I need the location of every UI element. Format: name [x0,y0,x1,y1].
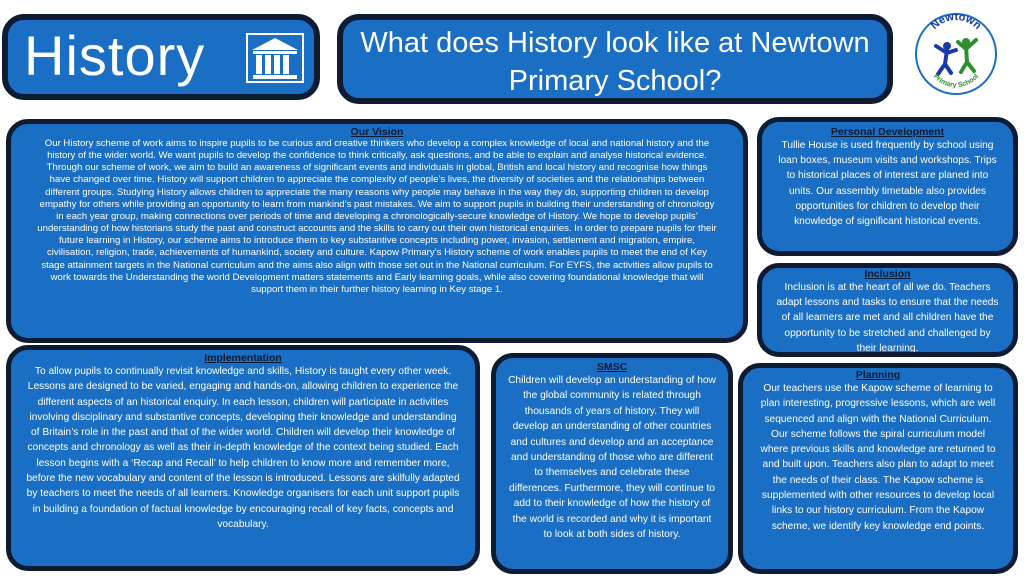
logo-bottom-text: Primary School [931,73,981,90]
subject-title: History [24,24,206,87]
smsc-panel [491,353,733,574]
logo-top-text: Newtown [928,12,984,32]
planning-text: Our teachers use the Kapow scheme of learning to plan interesting, progressive lessons, which are well sequenced and align with the National Curriculum. Our scheme follows the spiral curriculum model where previous skills and knowledge are returned to and built upon. Teachers also plan to adapt to meet the needs of their class. The Kapow scheme is supplemented with other resources to develop local links to our history curriculum. From the Kapow scheme, we identify key knowledge end points. [760,383,996,532]
smsc-text: Children will develop an understanding of how the global community is related through thousands of years of history. They will develop an understanding of other countries and cultures and develop and an acceptance and understanding of those who are different to themselves and celebrate these differences. Furthermore, they will continue to add to their knowledge of how the history of the world is recorded and why it is important to look at both sides of history. [508,375,716,541]
personal-development-panel [757,117,1018,256]
planning-panel [738,363,1018,574]
inclusion-heading: Inclusion [864,268,911,280]
vision-panel [6,119,748,343]
implementation-text: To allow pupils to continually revisit knowledge and skills, History is taught every other week. Lessons are designed to be varied, engaging and hands-on, allowing children to experience the different aspects of an historical enquiry. In each lesson, children will participate in activities involving disciplinary and substantive concepts, developing their knowledge and understanding of Britain’s role in the past and that of the wider world. Children will develop their knowledge of concepts and chronology as well as their in-depth knowledge of the context being studied. Each lesson begins with a ‘Recap and Recall’ to help children to know more and remember more, before the new vocabulary and content of the lesson is introduced. Lessons are skilfully adapted by teachers to meet the needs of all learners. Knowledge organisers for each unit support pupils in building a foundation of factual knowledge by encouraging recall of key facts, concepts and vocabulary. [26,366,460,530]
smsc-heading: SMSC [596,361,628,373]
school-logo [914,12,998,96]
personal-development-heading: Personal Development [830,126,945,138]
vision-text: Our History scheme of work aims to inspire pupils to be curious and creative thinkers who develop a complex knowledge of local and national history and the history of the wider world. We want pupils to develop the confidence to think critically, ask questions, and be able to explain and analyse historical evidence. Through our scheme of work, we aim to build an awareness of significant events and individuals in global, British and local history and recognise how things have changed over time. History will support children to appreciate the complexity of people’s lives, the diversity of societies and the relationships between different groups. Studying History allows children to appreciate the many reasons why people may behave in the way they do, supporting children to develop empathy for others while providing an opportunity to learn from mankind’s past mistakes. We aim to support pupils in building their understanding of chronology in each year group, making connections over periods of time and developing a chronologically-secure knowledge of History. We hope to develop pupils’ understanding of how historians study the past and construct accounts and the skills to carry out their own historical enquiries. In order to prepare pupils for their future learning in History, our scheme aims to introduce them to key substantive concepts including power, invasion, settlement and migration, empire, civilisation, religion, trade, achievements of humankind, society and culture. Kapow Primary’s History scheme of work enables pupils to meet the end of Key stage attainment targets in the National curriculum and the aims also align with those set out in the National curriculum. For EYFS, the activities allow pupils to work towards the Understanding the world Development matters statements and Early learning goals, while also covering foundational knowledge that will support them in their further history learning in Key stage 1. [37,138,717,295]
page-question: What does History look like at Newtown Primary School? [360,27,870,97]
inclusion-panel [757,263,1018,357]
museum-building-icon [246,33,304,83]
implementation-panel [6,345,480,571]
planning-heading: Planning [855,369,901,381]
personal-development-text: Tullie House is used frequently by school using loan boxes, museum visits and workshops. Trips to historical places of interest are planed into units. Our assembly timetable also provides opportunities for children to develop their knowledge of significant historical events. [778,140,997,228]
subject-title-banner [2,14,320,100]
implementation-heading: Implementation [204,352,282,364]
vision-heading: Our Vision [350,126,404,138]
question-banner [337,14,893,104]
inclusion-text: Inclusion is at the heart of all we do. Teachers adapt lessons and tasks to ensure that the needs of all learners are met and all children have the opportunity to be stretched and challenged by their learning. [776,282,999,354]
